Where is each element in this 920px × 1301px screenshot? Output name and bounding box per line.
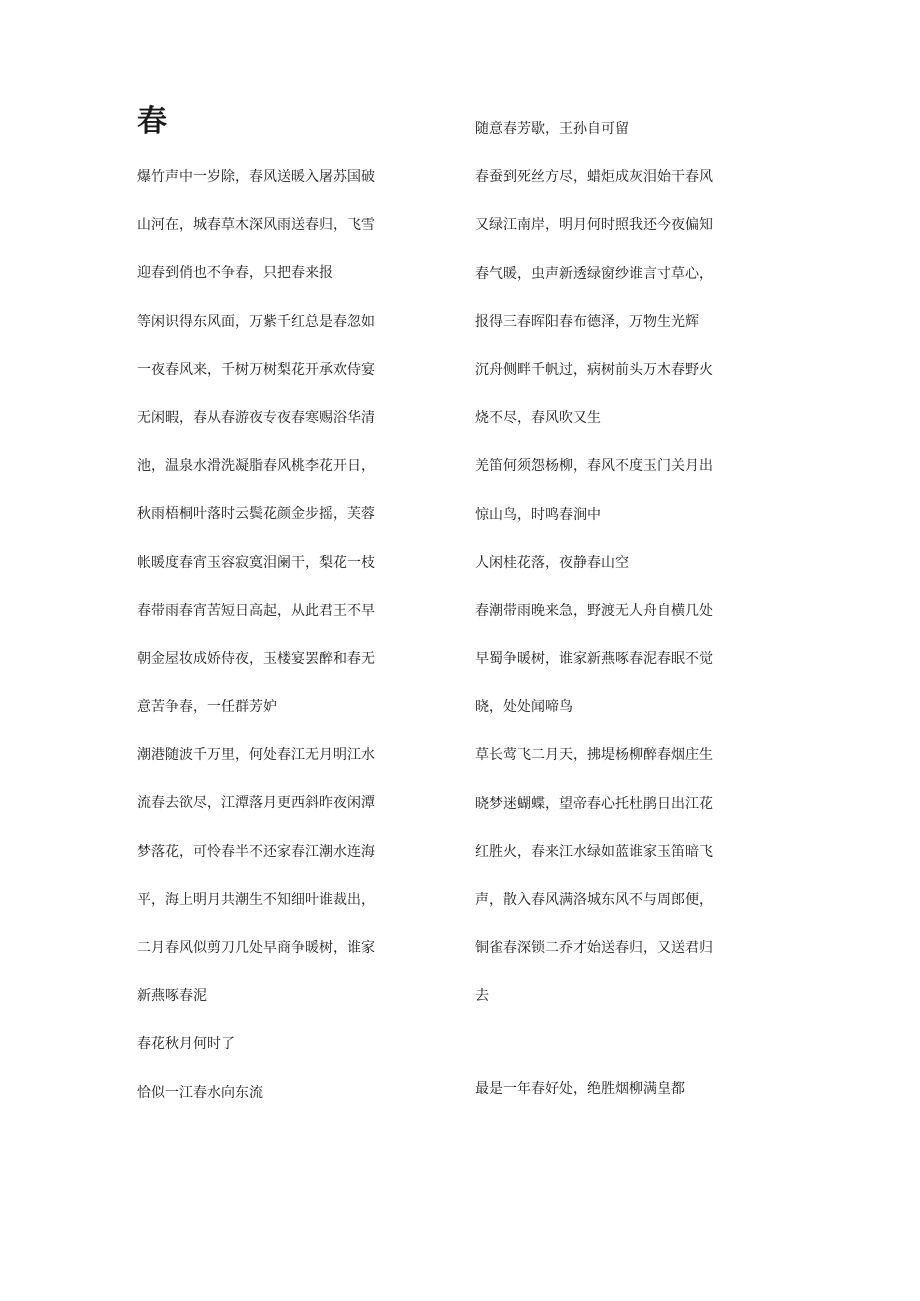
left-line: 新燕啄春泥 <box>137 988 207 1005</box>
right-line: 报得三春晖阳春布德泽，万物生光辉 <box>475 313 699 330</box>
left-line: 梦落花，可怜春半不还家春江潮水连海 <box>137 843 375 860</box>
left-line: 池，温泉水滑洗凝脂春风桃李花开日， <box>137 458 375 475</box>
left-line: 迎春到俏也不争春，只把春来报 <box>137 265 333 282</box>
right-line: 草长莺飞二月天，拂堤杨柳醉春烟庄生 <box>475 747 713 764</box>
page-title: 春 <box>137 104 167 139</box>
left-line: 流春去欲尽，江潭落月更西斜昨夜闲潭 <box>137 795 375 812</box>
right-line: 春气暖，虫声新透绿窗纱谁言寸草心， <box>475 265 713 282</box>
right-line: 惊山鸟，时鸣春涧中 <box>475 506 601 523</box>
left-line: 二月春风似剪刀几处早商争暖树，谁家 <box>137 940 375 956</box>
left-line: 春花秋月何时了 <box>137 1036 235 1053</box>
right-line: 羌笛何须怨杨柳，春风不度玉门关月出 <box>475 458 713 475</box>
left-poem-column <box>137 162 437 1126</box>
right-line: 烧不尽，春风吹又生 <box>475 410 601 427</box>
right-poem-column <box>475 114 775 1030</box>
right-line: 晓，处处闻啼鸟 <box>475 699 573 716</box>
right-line: 又绿江南岸，明月何时照我还今夜偏知 <box>475 217 713 234</box>
right-line: 铜雀春深锁二乔才始送春归，又送君归 <box>475 940 713 957</box>
right-line: 春潮带雨晚来急，野渡无人舟自横几处 <box>475 602 713 619</box>
right-line: 红胜火，春来江水绿如蓝谁家玉笛暗飞 <box>475 843 713 860</box>
left-line: 朝金屋妆成娇侍夜，玉楼宴罢醉和春无 <box>137 650 375 667</box>
right-closing-line: 最是一年春好处，绝胜烟柳满皇都 <box>475 1081 685 1097</box>
right-line: 早蜀争暖树，谁家新燕啄春泥春眠不觉 <box>475 651 713 668</box>
left-line: 平，海上明月共潮生不知细叶谁裁出， <box>137 891 375 908</box>
left-line: 意苦争春，一任群芳妒 <box>137 699 277 716</box>
left-line: 等闲识得东风面，万紫千红总是春忽如 <box>137 313 375 330</box>
left-line: 秋雨梧桐叶落时云鬓花颜金步摇，芙蓉 <box>137 506 375 523</box>
right-line: 晓梦迷蝴蝶，望帝春心托杜鹃日出江花 <box>475 795 713 812</box>
left-line: 潮港随波千万里，何处春江无月明江水 <box>137 747 375 764</box>
left-line: 帐暖度春宵玉容寂寞泪阑干，梨花一枝 <box>137 554 375 571</box>
left-line: 春带雨春宵苦短日高起，从此君王不早 <box>137 602 375 619</box>
right-line: 随意春芳歇，王孙自可留 <box>475 121 629 137</box>
right-line: 声，散入春风满洛城东风不与周郎便， <box>475 892 713 908</box>
right-line: 人闲桂花落，夜静春山空 <box>475 554 629 571</box>
left-line: 山河在，城春草木深风雨送春归，飞雪 <box>137 217 375 234</box>
right-line: 沉舟侧畔千帆过，病树前头万木春野火 <box>475 361 713 378</box>
left-line: 恰似一江春水向东流 <box>137 1084 263 1101</box>
right-line: 去 <box>475 988 489 1005</box>
left-line: 无闲暇，春从春游夜专夜春寒赐浴华清 <box>137 409 375 426</box>
left-line: 一夜春风来，千树万树梨花开承欢侍宴 <box>137 361 375 378</box>
right-line: 春蚕到死丝方尽，蜡炬成灰泪始干春风 <box>475 169 713 186</box>
left-line: 爆竹声中一岁除，春风送暖入屠苏国破 <box>137 169 375 185</box>
